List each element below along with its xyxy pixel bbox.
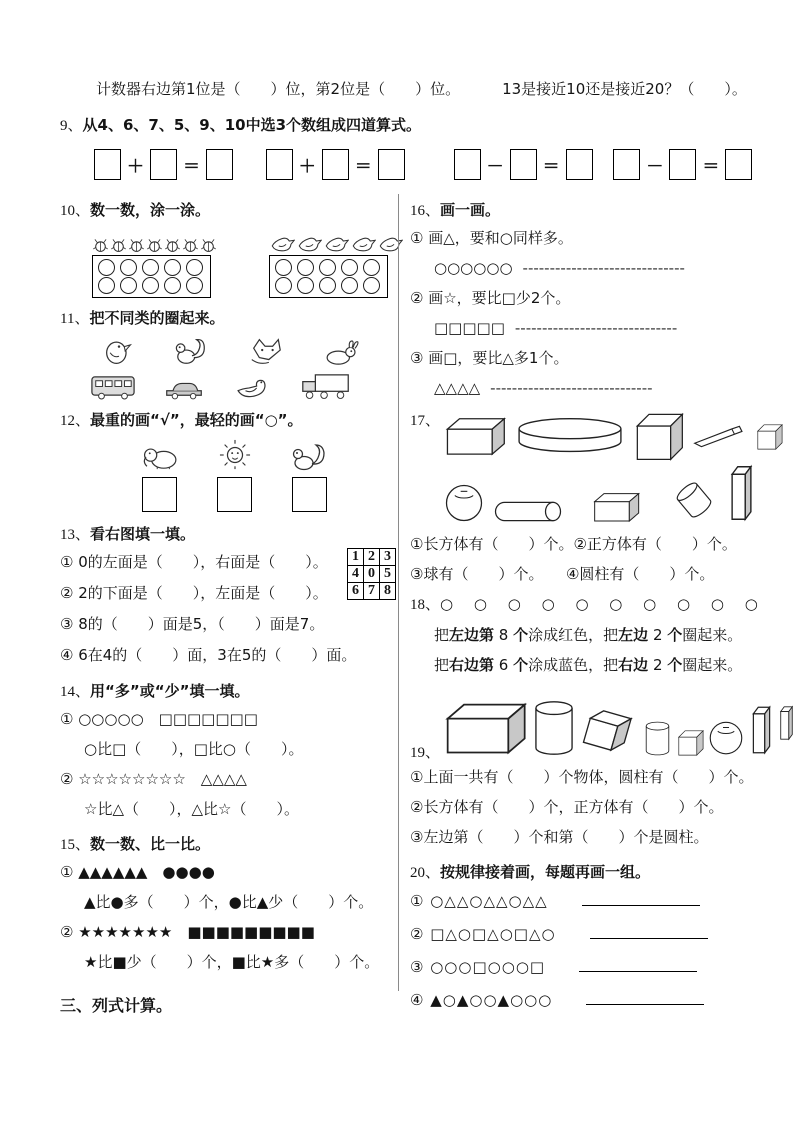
lion-icon <box>218 439 252 471</box>
count-group-1 <box>92 227 217 298</box>
sphere2-icon <box>708 720 744 756</box>
fill-circle[interactable] <box>341 259 358 276</box>
fill-circle[interactable] <box>164 259 181 276</box>
sphere-icon <box>444 483 484 523</box>
answer-blank[interactable] <box>590 924 708 939</box>
question-16-item-2: ② 画☆，要比□少2个。 <box>410 289 571 307</box>
count-group-2-critters <box>269 227 403 253</box>
answer-blank[interactable] <box>586 990 704 1005</box>
count-group-1-critters <box>92 227 217 253</box>
color-circles-box-1[interactable] <box>92 255 211 298</box>
duck-icon <box>269 234 295 253</box>
bug-icon <box>146 237 163 253</box>
question-19-number: 19、 <box>410 745 441 761</box>
fill-circle[interactable] <box>363 277 380 294</box>
question-14-shapes-1: ① ○○○○○ □□□□□□□ <box>60 710 258 728</box>
answer-box[interactable] <box>669 149 696 180</box>
fill-circle[interactable] <box>319 277 336 294</box>
question-18-line-2: 把右边第 6 个涂成蓝色，把右边 2 个圈起来。 <box>434 656 743 674</box>
operator-minus: － <box>646 157 664 177</box>
question-13 <box>60 522 398 671</box>
question-14-title: 14、用“多”或“少”填一填。 <box>60 682 250 700</box>
fill-circle[interactable] <box>120 259 137 276</box>
fill-circle[interactable] <box>164 277 181 294</box>
grid-cell: 5 <box>380 566 396 583</box>
flat-cylinder-icon <box>515 416 625 456</box>
drawing-blank[interactable]: ------------------------------ <box>490 379 653 397</box>
equation-3 <box>454 149 593 180</box>
question-11-animals-row[interactable] <box>60 336 398 366</box>
question-16-item-3: ③ 画□，要比△多1个。 <box>410 349 569 367</box>
question-17-shapes-row-2 <box>444 463 783 523</box>
question-13-item-4: ④ 6在4的（ ）面，3在5的（ ）面。 <box>60 646 357 664</box>
big-cuboid-icon <box>442 700 528 756</box>
right-column <box>402 190 793 1017</box>
drawing-blank[interactable]: ------------------------------ <box>514 319 678 337</box>
bug-icon <box>92 237 109 253</box>
lying-cylinder-icon <box>493 500 563 523</box>
bug-icon <box>128 237 145 253</box>
question-18-line-1: 把左边第 8 个涂成红色，把左边 2 个圈起来。 <box>434 626 743 644</box>
weight-answer-box[interactable] <box>292 477 327 512</box>
grid-cell: 6 <box>348 583 364 600</box>
goose-icon <box>232 374 272 400</box>
answer-box[interactable] <box>725 149 752 180</box>
question-9-text: 从4、6、7、5、9、10中选3个数组成四道算式。 <box>82 116 422 134</box>
fill-circle[interactable] <box>186 277 203 294</box>
small-cube-icon <box>756 423 783 450</box>
cuboid-icon <box>444 415 506 457</box>
pattern-line-3 <box>410 951 793 984</box>
tall-cuboid-icon <box>728 463 755 523</box>
duck-icon <box>323 234 349 253</box>
fill-circle[interactable] <box>98 259 115 276</box>
answer-box[interactable] <box>613 149 640 180</box>
cylinder-icon <box>532 700 576 756</box>
duck-icon <box>296 234 322 253</box>
stick-icon <box>693 424 747 449</box>
fill-circle[interactable] <box>363 259 380 276</box>
answer-blank[interactable] <box>579 957 697 972</box>
grid-cell: 8 <box>380 583 396 600</box>
near-10-or-20-text: 13是接近10还是接近20？（ ）。 <box>502 80 747 98</box>
question-17-shapes-row-1 <box>444 411 783 461</box>
equation-2 <box>266 149 405 180</box>
question-15-title: 15、数一数、比一比。 <box>60 835 211 853</box>
question-17-line-1: ①长方体有（ ）个。②正方体有（ ）个。 <box>410 535 737 553</box>
question-15-line-1: ▲比●多（ ）个，●比▲少（ ）个。 <box>84 893 374 911</box>
equation-4 <box>613 149 752 180</box>
duck-icon <box>377 234 403 253</box>
column-divider <box>398 194 399 991</box>
question-15-line-2: ★比■少（ ）个，■比★多（ ）个。 <box>84 953 380 971</box>
bug-icon <box>200 237 217 253</box>
low-cuboid-icon <box>572 491 660 523</box>
question-16-draw-line-2[interactable] <box>410 313 793 343</box>
squirrel-icon <box>174 336 208 366</box>
answer-box[interactable] <box>510 149 537 180</box>
rabbit-icon <box>324 340 360 366</box>
grid-cell: 1 <box>348 549 364 566</box>
question-12-answer-boxes <box>60 477 398 512</box>
question-19-line-3: ③左边第（ ）个和第（ ）个是圆柱。 <box>410 828 709 846</box>
fox-icon <box>248 336 284 366</box>
answer-box[interactable] <box>94 149 121 180</box>
tilted-cube-icon <box>580 706 638 756</box>
duck-icon <box>350 234 376 253</box>
answer-box[interactable] <box>266 149 293 180</box>
answer-box[interactable] <box>322 149 349 180</box>
tilted-cylinder-icon <box>669 477 719 523</box>
pattern-line-4 <box>410 984 793 1017</box>
question-14-shapes-2: ② ☆☆☆☆☆☆☆☆ △△△△ <box>60 770 247 788</box>
small-cube-icon <box>677 729 704 756</box>
operator-plus: ＋ <box>298 157 316 177</box>
fill-circle[interactable] <box>142 259 159 276</box>
question-19 <box>410 688 793 762</box>
question-16-item-1: ① 画△，要和○同样多。 <box>410 229 573 247</box>
grid-cell: 4 <box>348 566 364 583</box>
fill-circle[interactable] <box>275 259 292 276</box>
small-cylinder-icon <box>642 721 673 756</box>
count-group-2 <box>269 227 403 298</box>
pattern-shapes: ② □△○□△○□△○ <box>410 925 556 943</box>
question-10-figures <box>60 227 398 298</box>
weight-answer-box[interactable] <box>142 477 177 512</box>
question-11-title: 11、把不同类的圈起来。 <box>60 309 225 327</box>
equals-sign: ＝ <box>183 157 200 177</box>
operator-plus: ＋ <box>127 157 144 177</box>
grid-cell: 7 <box>364 583 380 600</box>
bus-icon <box>90 373 136 400</box>
fill-circle[interactable] <box>186 259 203 276</box>
question-11-vehicles-row[interactable] <box>60 371 398 400</box>
weight-answer-box[interactable] <box>217 477 252 512</box>
question-15-shapes-2: ② ★★★★★★★ ■■■■■■■■■ <box>60 923 315 941</box>
question-10-title: 10、数一数，涂一涂。 <box>60 201 211 219</box>
question-14-line-1: ○比□（ ），□比○（ ）。 <box>84 740 304 758</box>
question-20-title: 20、按规律接着画，每题再画一组。 <box>410 863 651 881</box>
fill-circle[interactable] <box>98 277 115 294</box>
counter-question-line <box>60 78 749 100</box>
answer-box[interactable] <box>150 149 177 180</box>
question-18-number: 18、 <box>410 597 441 613</box>
grid-cell: 0 <box>364 566 380 583</box>
question-19-line-1: ①上面一共有（ ）个物体，圆柱有（ ）个。 <box>410 768 754 786</box>
answer-box[interactable] <box>206 149 233 180</box>
section-3-heading: 三、列式计算。 <box>60 996 173 1015</box>
answer-box[interactable] <box>566 149 593 180</box>
fill-circle[interactable] <box>297 259 314 276</box>
question-12-animals <box>60 439 398 471</box>
counter-question-text: 计数器右边第1位是（ ）位，第2位是（ ）位。 <box>96 80 461 98</box>
equation-1 <box>94 149 233 180</box>
fill-circle[interactable] <box>142 277 159 294</box>
bug-icon <box>182 237 199 253</box>
pattern-shapes: ③ ○○○□○○○□ <box>410 958 546 976</box>
question-13-title: 13、看右图填一填。 <box>60 525 196 543</box>
chick-icon <box>104 336 134 366</box>
question-17-number: 17、 <box>410 413 441 429</box>
equals-sign: ＝ <box>542 157 560 177</box>
question-13-item-2: ② 2的下面是（ ），左面是（ ）。 <box>60 584 328 602</box>
grid-cell: 2 <box>364 549 380 566</box>
bug-icon <box>164 237 181 253</box>
question-17-line-2: ③球有（ ）个。 ④圆柱有（ ）个。 <box>410 565 715 583</box>
truck-icon <box>300 371 352 400</box>
question-9 <box>60 114 749 137</box>
fill-circle[interactable] <box>120 277 137 294</box>
fill-circle[interactable] <box>341 277 358 294</box>
circles-row: ○○○○○○ <box>434 259 513 277</box>
question-14-line-2: ☆比△（ ），△比☆（ ）。 <box>84 800 299 818</box>
equation-row <box>94 149 749 180</box>
pattern-shapes: ④ ▲○▲○○▲○○○ <box>410 991 553 1009</box>
question-15-shapes-1: ① ▲▲▲▲▲▲ ●●●● <box>60 863 215 881</box>
question-16-title: 16、画一画。 <box>410 201 501 219</box>
squirrel2-icon <box>292 441 326 471</box>
pattern-line-2 <box>410 918 793 951</box>
fill-circle[interactable] <box>275 277 292 294</box>
answer-box[interactable] <box>454 149 481 180</box>
pattern-line-1 <box>410 885 793 918</box>
drawing-blank[interactable]: ------------------------------ <box>522 259 685 277</box>
question-19-line-2: ②长方体有（ ）个，正方体有（ ）个。 <box>410 798 724 816</box>
question-18-circles-line <box>410 589 793 620</box>
small-cuboid-icon <box>748 704 775 756</box>
grid-cell: 3 <box>380 549 396 566</box>
car-icon <box>164 376 204 400</box>
answer-box[interactable] <box>378 149 405 180</box>
circle-strip[interactable]: ○ ○ ○ ○ ○ ○ ○ ○ ○ ○ <box>440 595 766 613</box>
squares-row: □□□□□ <box>434 319 505 337</box>
answer-blank[interactable] <box>582 891 700 906</box>
fill-circle[interactable] <box>319 259 336 276</box>
question-12-title: 12、最重的画“√”，最轻的画“○”。 <box>60 411 303 429</box>
cube-icon <box>634 411 684 461</box>
question-16-draw-line-3[interactable] <box>410 373 793 403</box>
number-grid <box>347 548 396 600</box>
equals-sign: ＝ <box>702 157 720 177</box>
question-13-item-1: ① 0的左面是（ ），右面是（ ）。 <box>60 553 328 571</box>
color-circles-box-2[interactable] <box>269 255 388 298</box>
thin-cuboid-icon <box>779 690 793 756</box>
left-column <box>60 190 398 1017</box>
question-19-shapes <box>442 690 793 756</box>
pattern-shapes: ① ○△△○△△○△△ <box>410 892 548 910</box>
question-9-number: 9、 <box>60 118 83 134</box>
triangles-row: △△△△ <box>434 379 481 397</box>
question-13-item-3: ③ 8的（ ）面是5，（ ）面是7。 <box>60 615 325 633</box>
bug-icon <box>110 237 127 253</box>
operator-minus: － <box>486 157 504 177</box>
fill-circle[interactable] <box>297 277 314 294</box>
question-16-draw-line-1[interactable] <box>410 253 793 283</box>
question-17 <box>410 409 793 529</box>
equals-sign: ＝ <box>354 157 372 177</box>
elephant-icon <box>142 443 178 471</box>
